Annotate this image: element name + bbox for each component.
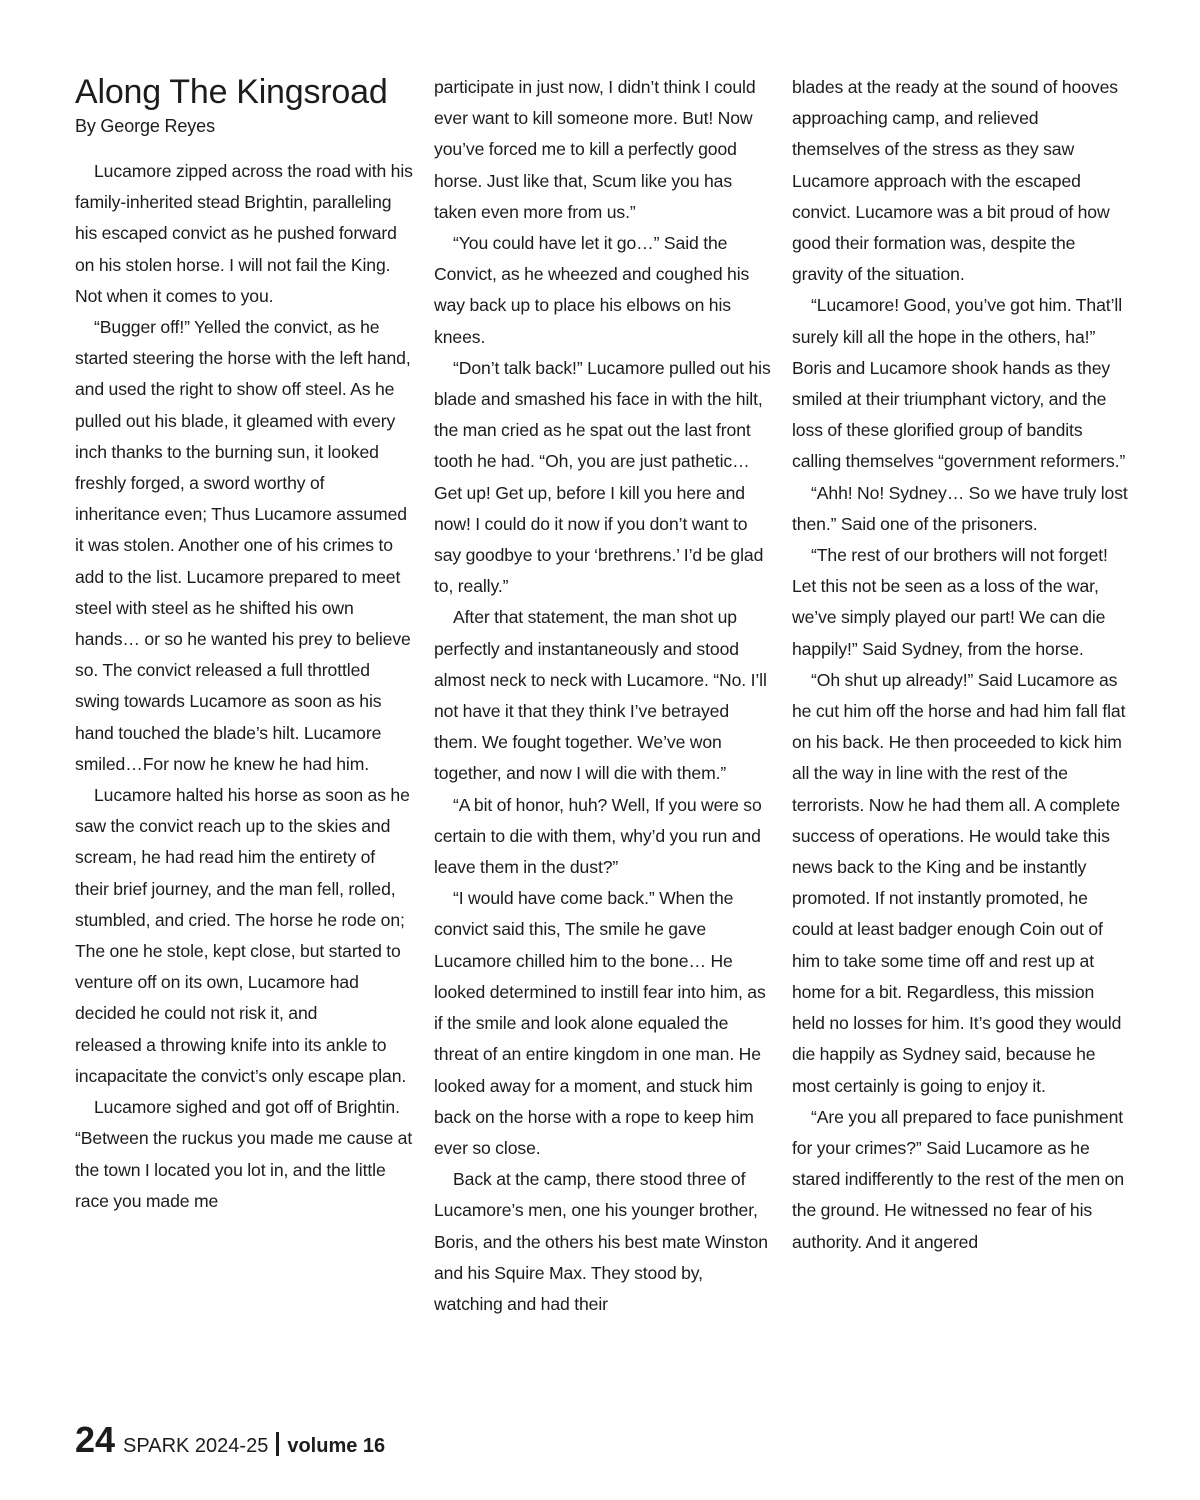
paragraph: Lucamore halted his horse as soon as he saw the convict reach up to the skies and scream, he had read him the entirety of their brief journey, and the man fell, rolled, stumbled, and cried. The horse he rode on; The one he stole, kept close, but started to venture off on its own, Lucamore had decided he could not risk it, and: [75, 785, 410, 1024]
paragraph: “Oh shut up already!” Said Lucamore as he cut him off the horse and had him fall flat on his back. He then proceeded to kick him all the way in line with the rest of the terrorists. Now he had them all. A complete success of operations. He would take this news back to the King and be instantly promoted. If not instantly promoted, he could at least badger enough Coin out of him to take some time off and rest up at home for a bit. Regardless, this mission held no losses for him. It’s good they would die happily as Sydney said, because he most certainly is going to enjoy it.: [792, 669, 1126, 1096]
paragraph: “Lucamore! Good, you’ve got him. That’ll surely kill all the hope in the others, ha!” Boris and Lucamore shook hands as they smiled at their triumphant victory, and the loss of these glorified group of bandits calling themselves “government reformers.”: [792, 295, 1126, 472]
paragraph: “Bugger off!” Yelled the convict, as he started steering the horse with the left hand, and used the right to show off steel. As he pulled out his blade, it gleamed with every inch thanks to the burning sun, it looked freshly forged, a sword worthy of inheritance even; Thus Lucamore assumed it was stolen. Another one of his crimes to add to the list. Lucamore prepared to meet steel with steel as he shifted his own hands… or so he wanted his prey to believe so. The convict released a full throttled swing towards Lucamore as soon as his hand touched the blade’s hilt. Lucamore smiled…For now he knew he had him.: [75, 317, 411, 774]
paragraph: After that statement, the man shot up perfectly and instantaneously and stood almost neck to neck with Lucamore. “No. I’ll not have it that they think I’ve betrayed them. We fought together. We’ve won together, and now I will die with them.”: [434, 607, 767, 784]
paragraph: “You could have let it go…” Said the Convict, as he wheezed and coughed his way back up to place his elbows on his knees.: [434, 233, 750, 347]
magazine-name: SPARK 2024-25: [123, 1435, 269, 1457]
paragraph: Back at the camp, there stood three of Lucamore’s men, one his younger brother, Boris, and the others his best mate Winston and his Squire Max. They stood by, watching and had their: [434, 1169, 768, 1314]
paragraph: “Are you all prepared to face punishment for your crimes?” Said Lucamore as he stared indifferently to the rest of the men on the ground. He witnessed no fear of his authority. And it angered: [792, 1106, 1125, 1252]
paragraph: Lucamore sighed and got off of Brightin. “Between the ruckus you made me cause at the town I located you lot in, and the little race you made me: [75, 1097, 413, 1211]
paragraph: “A bit of honor, huh? Well, If you were so certain to die with them, why’d you run and leave them in the dust?”: [434, 794, 762, 878]
article-title: Along The Kingsroad: [75, 73, 388, 111]
volume-label: volume 16: [287, 1435, 386, 1457]
paragraph: blades at the ready at the sound of hooves approaching camp, and relieved themselves of the stress as they saw Lucamore approach with the escaped convict. Lucamore was a bit proud of how good their formation was, despite the gravity of the situation.: [792, 77, 1118, 285]
paragraph: “The rest of our brothers will not forget! Let this not be seen as a loss of the war, we’ve simply played our part! We can die happily!” Said Sydney, from the horse.: [792, 545, 1108, 659]
page-number: 24: [75, 1419, 116, 1460]
paragraph: “Don’t talk back!” Lucamore pulled out his blade and smashed his face in with the hilt, the man cried as he spat out the last front tooth he had. “Oh, you are just pathetic… Get up! Get up, before I kill you here and now! I could do it now if you don’t want to say goodbye to your ‘brethrens.’ I’d be glad to, really.”: [434, 357, 771, 597]
paragraph: Lucamore zipped across the road with his family-inherited stead Brightin, paralleling his escaped convict as he pushed forward on his stolen horse. I will not fail the King. Not when it comes to you.: [75, 161, 413, 306]
column-3: [792, 72, 1130, 1258]
paragraph: released a throwing knife into its ankle to incapacitate the convict’s only escape plan.: [75, 1034, 407, 1086]
article-byline: By George Reyes: [75, 116, 215, 136]
page-footer: [75, 1418, 385, 1462]
paragraph: “I would have come back.” When the convict said this, The smile he gave Lucamore chilled him to the bone… He looked determined to instill fear into him, as if the smile and look alone equaled the threat of an entire kingdom in one man. He looked away for a moment, and stuck him back on the horse with a rope to keep him ever so close.: [434, 888, 766, 1158]
footer-divider: [276, 1432, 279, 1456]
column-2: [434, 72, 772, 1320]
paragraph: participate in just now, I didn’t think I could ever want to kill someone more. But! Now you’ve forced me to kill a perfectly good horse. Just like that, Scum like you has taken even more from us.”: [434, 77, 756, 222]
paragraph: “Ahh! No! Sydney… So we have truly lost then.” Said one of the prisoners.: [792, 482, 1128, 534]
column-1: [75, 72, 413, 1217]
